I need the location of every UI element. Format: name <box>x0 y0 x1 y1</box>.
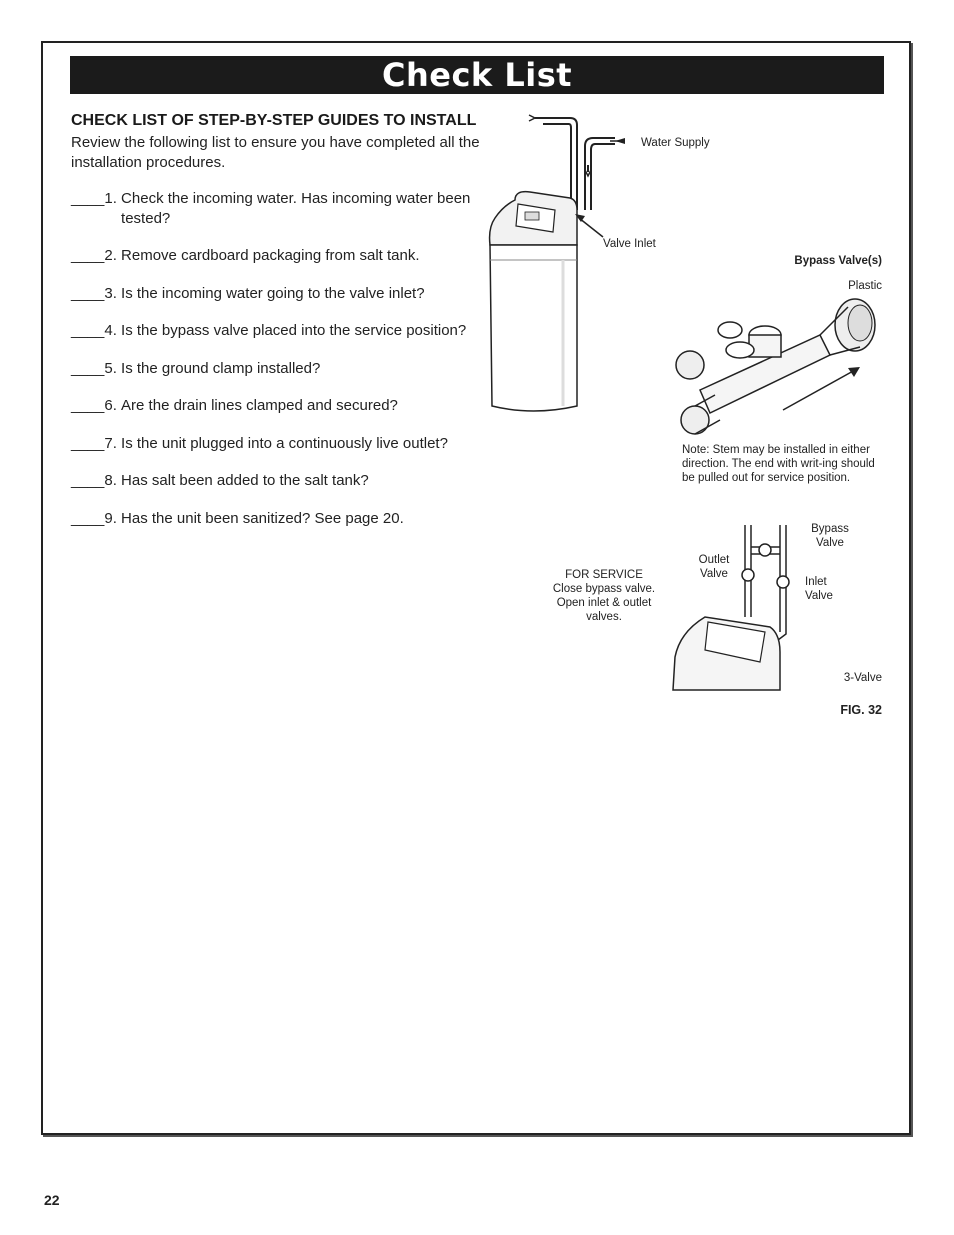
bypass-valve-illustration <box>670 295 890 445</box>
for-service-title: FOR SERVICE <box>565 569 643 581</box>
checklist-section <box>71 111 481 546</box>
checklist-item-text: Is the unit plugged into a continuously live outlet? <box>121 434 448 452</box>
outlet-valve-label: Outlet Valve <box>698 554 730 580</box>
checklist-item-number: ____8. <box>71 472 122 489</box>
checklist-item-text: Has salt been added to the salt tank? <box>121 472 369 489</box>
water-supply-label: Water Supply <box>641 137 710 149</box>
stem-note: Note: Stem may be installed in either direction. The end with writ-ing should be pulled out for service position. <box>682 444 875 484</box>
checklist-item-text: Is the ground clamp installed? <box>121 359 321 377</box>
checklist-item <box>71 321 481 341</box>
three-valve-illustration <box>670 522 800 692</box>
checklist-item <box>71 509 481 529</box>
checklist-item-number: ____7. <box>71 434 122 452</box>
valve-inlet-label: Valve Inlet <box>603 238 656 250</box>
inlet-valve-label: Inlet Valve <box>805 576 833 602</box>
plastic-label: Plastic <box>848 280 882 292</box>
water-softener-illustration <box>485 110 645 420</box>
checklist-item-number: ____5. <box>71 359 122 377</box>
checklist-item <box>71 284 481 304</box>
checklist-item-number: ____1. <box>71 190 122 207</box>
checklist-item-number: ____3. <box>71 284 122 302</box>
checklist-item <box>71 189 481 228</box>
checklist-item-text: Is the bypass valve placed into the service position? <box>121 322 467 339</box>
page-number: 22 <box>44 1192 60 1208</box>
checklist-item-text: Are the drain lines clamped and secured? <box>121 397 398 414</box>
checklist-item-number: ____6. <box>71 397 122 414</box>
section-heading: CHECK LIST OF STEP-BY-STEP GUIDES TO INSTALL <box>71 112 477 129</box>
checklist-item <box>71 246 481 266</box>
page-title: Check List <box>381 56 573 94</box>
checklist-item <box>71 396 481 416</box>
section-intro: Review the following list to ensure you have completed all the installation procedures. <box>71 134 480 171</box>
for-service-block <box>540 568 668 624</box>
three-valve-label: 3-Valve <box>843 672 882 684</box>
checklist-item <box>71 434 481 454</box>
bypass-valves-label: Bypass Valve(s) <box>794 255 882 267</box>
checklist <box>71 189 481 528</box>
checklist-item-number: ____4. <box>71 322 122 339</box>
checklist-item-text: Is the incoming water going to the valve inlet? <box>121 284 425 302</box>
checklist-item-number: ____9. <box>71 509 122 527</box>
checklist-item-text: Has the unit been sanitized? See page 20. <box>121 509 404 527</box>
checklist-item-number: ____2. <box>71 247 122 264</box>
checklist-item <box>71 471 481 491</box>
bypass-valve-label: Bypass Valve <box>811 523 849 549</box>
checklist-item <box>71 359 481 379</box>
page-title-bar <box>70 56 884 94</box>
for-service-text: Close bypass valve. Open inlet & outlet valves. <box>552 583 656 623</box>
figure-label: FIG. 32 <box>840 703 882 717</box>
checklist-item-text: Check the incoming water. Has incoming water been tested? <box>121 190 471 227</box>
checklist-item-text: Remove cardboard packaging from salt tank. <box>121 247 420 264</box>
